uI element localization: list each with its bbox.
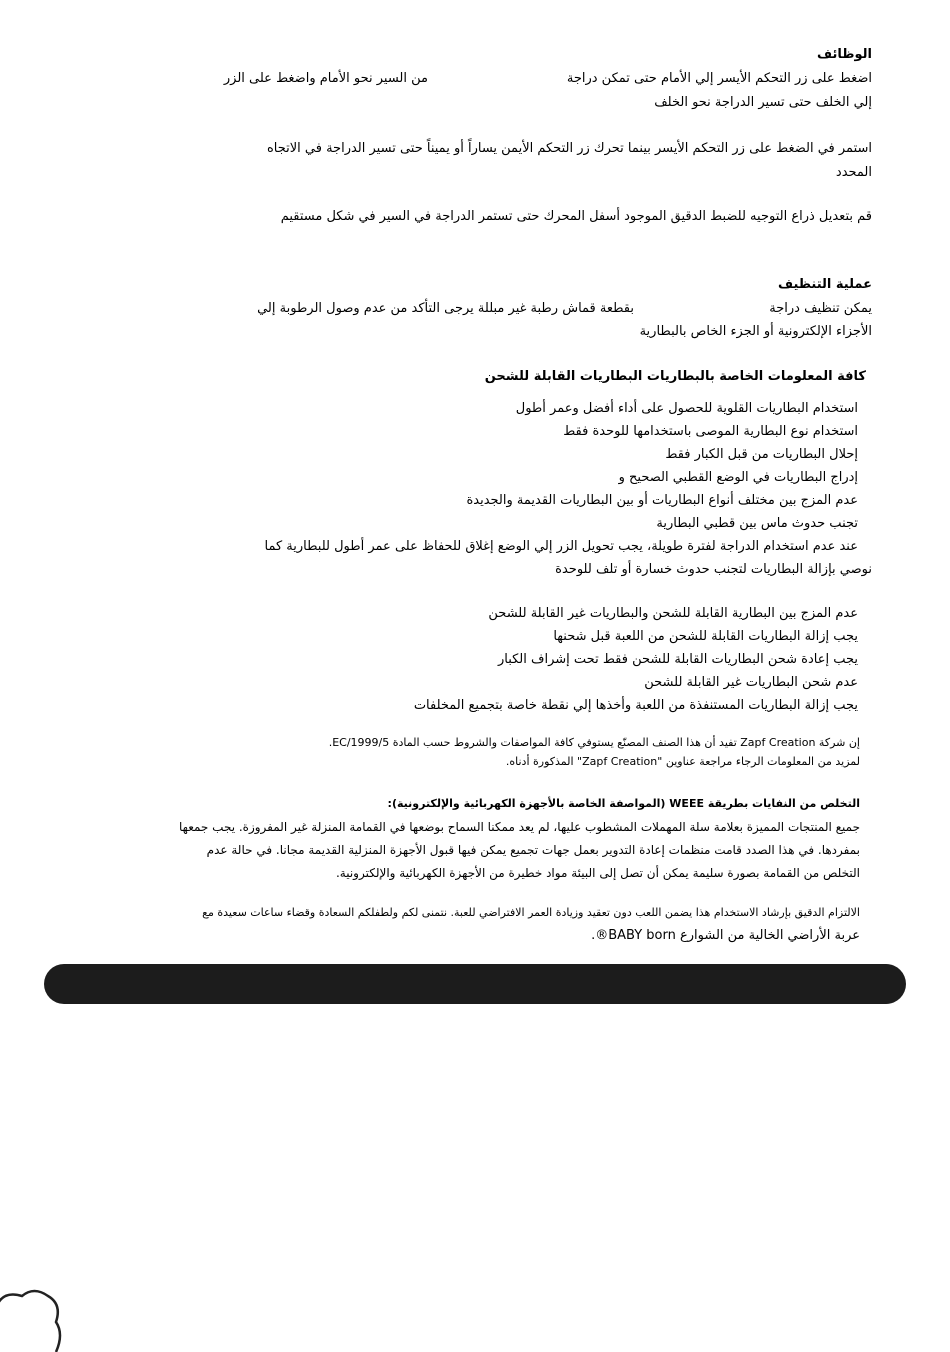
battery-item-5: عدم المزج بين مختلف أنواع البطاريات أو بين البطاريات القديمة والجديدة — [466, 493, 858, 508]
battery-item-3: إحلال البطاريات من قبل الكبار فقط — [665, 447, 858, 462]
recharge-item-2: يجب إزالة البطاريات القابلة للشحن من اللعبة قبل شحنها — [553, 629, 858, 644]
battery-item-1: استخدام البطاريات القلوية للحصول على أداء أفضل وعمر أطول — [515, 401, 858, 416]
recharge-item-4: عدم شحن البطاريات غير القابلة للشحن — [644, 675, 858, 690]
compliance-line2: لمزيد من المعلومات الرجاء مراجعة عناوين "Zapf Creation" المذكورة أدناه. — [505, 755, 860, 768]
cleaning-line2: الأجزاء الإلكترونية أو الجزء الخاص بالبطارية — [639, 324, 872, 339]
battery-item-2: استخدام نوع البطارية الموصى باستخدامها للوحدة فقط — [563, 424, 858, 439]
recharge-item-3: يجب إعادة شحن البطاريات القابلة للشحن فقط تحت إشراف الكبار — [497, 652, 858, 667]
weee-line-2: بمفردها. في هذا الصدد قامت منظمات إعادة التدوير بعمل جهات تجميع يمكن فيها قبول الأجهزة المنزلية القديمة مجانا. في حالة عدم — [206, 843, 860, 857]
battery-item-4: إدراج البطاريات في الوضع القطبي الصحيح و — [618, 470, 858, 485]
weee-heading: التخلص من النفايات بطريقة WEEE (المواصفة الخاصة بالأجهزة الكهربائية والإلكترونية): — [387, 797, 860, 810]
weee-line-3: التخلص من القمامة بصورة سليمة يمكن أن تصل إلى البيئة مواد خطيرة من الأجهزة الكهربائية والإلكترونية. — [335, 866, 860, 880]
closing-line2: عربة الأراضي الخالية من الشوارع BABY born®. — [591, 928, 860, 943]
cleaning-line1-a: يمكن تنظيف دراجة — [769, 301, 872, 316]
cleaning-heading: عملية التنظيف — [777, 277, 872, 292]
functions-para2-line2: المحدد — [835, 165, 872, 180]
battery-item-6: تجنب حدوث ماس بين قطبي البطارية — [656, 516, 858, 531]
functions-line2: إلي الخلف حتى تسير الدراجة نحو الخلف — [654, 95, 872, 110]
compliance-line1: إن شركة Zapf Creation تفيد أن هذا الصنف المصنّع يستوفي كافة المواصفات والشروط حسب المادة EC/1999/5. — [328, 736, 860, 749]
functions-para3: قم بتعديل ذراع التوجيه للضبط الدقيق الموجود أسفل المحرك حتى تستمر الدراجة في السير في شكل مستقيم — [280, 209, 872, 224]
weee-line-1: جميع المنتجات المميزة بعلامة سلة المهملات المشطوب عليها، لم يعد ممكنا السماح بوضعها في القمامة المنزلة غير المفروزة. يجب جمعها — [179, 820, 860, 834]
battery-item-7: عند عدم استخدام الدراجة لفترة طويلة، يجب تحويل الزر إلي الوضع إغلاق للحفاظ على عمر أطول للبطارية كما — [264, 539, 858, 554]
battery-item-8: نوصي بإزالة البطاريات لتجنب حدوث خسارة أو تلف للوحدة — [555, 562, 872, 577]
cleaning-line1-b: بقطعة قماش رطبة غير مبللة يرجى التأكد من عدم وصول الرطوبة إلي — [257, 301, 634, 316]
functions-para2-line1: استمر في الضغط على زر التحكم الأيسر بينما تحرك زر التحكم الأيمن يساراً أو يميناً حتى تسير الدراجة في الاتجاه — [266, 141, 872, 156]
cloud-icon — [0, 1288, 66, 1352]
batteries-heading: كافة المعلومات الخاصة بالبطاريات البطاريات القابلة للشحن — [484, 369, 866, 384]
closing-line1: الالتزام الدقيق بإرشاد الاستخدام هذا يضمن اللعب دون تعقيد وزيادة العمر الافتراضي للعبة. نتمنى لكم ولطفلكم السعادة وقضاء ساعات سعيدة مع — [202, 906, 860, 919]
footer-bar — [44, 964, 906, 1004]
functions-heading: الوظائف — [817, 47, 872, 62]
functions-line1-right: اضغط على زر التحكم الأيسر إلي الأمام حتى تمكن دراجة — [566, 71, 872, 86]
recharge-item-1: عدم المزج بين البطارية القابلة للشحن والبطاريات غير القابلة للشحن — [488, 606, 858, 621]
recharge-item-5: يجب إزالة البطاريات المستنفذة من اللعبة وأخذها إلي نقطة خاصة بتجميع المخلفات — [413, 698, 858, 713]
functions-line1-left: من السير نحو الأمام واضغط على الزر — [223, 71, 428, 86]
